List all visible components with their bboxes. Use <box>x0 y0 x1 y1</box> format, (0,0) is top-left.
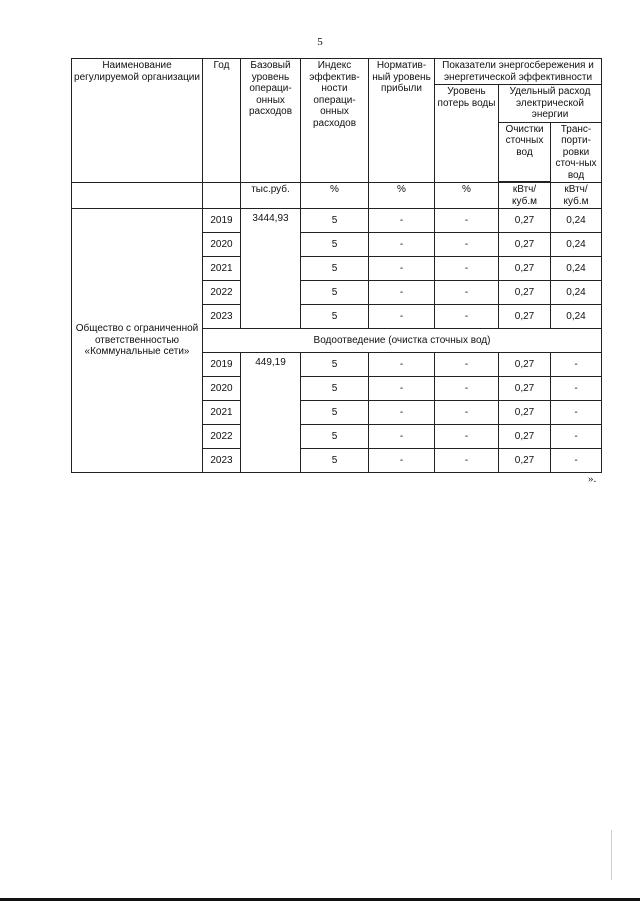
unit-org <box>72 183 203 209</box>
cell-index: 5 <box>301 209 369 233</box>
cell-year: 2019 <box>203 209 241 233</box>
unit-norm: % <box>369 183 435 209</box>
header-org: Наименование регулируемой организации <box>72 59 203 183</box>
table-row <box>72 209 602 233</box>
cell-loss: - <box>435 449 499 473</box>
cell-norm: - <box>369 377 435 401</box>
cell-cleaning: 0,27 <box>499 401 551 425</box>
cell-cleaning: 0,27 <box>499 425 551 449</box>
cell-year: 2022 <box>203 281 241 305</box>
cell-index: 5 <box>301 425 369 449</box>
cell-cleaning: 0,27 <box>499 449 551 473</box>
header-transport: Транс-порти-ровки сточ-ных вод <box>551 122 602 183</box>
cell-loss: - <box>435 233 499 257</box>
cell-loss: - <box>435 305 499 329</box>
scan-artifact-line <box>611 830 612 880</box>
unit-loss: % <box>435 183 499 209</box>
cell-base-group1: 3444,93 <box>241 209 301 329</box>
cell-transport: - <box>551 377 602 401</box>
cell-index: 5 <box>301 257 369 281</box>
cell-loss: - <box>435 257 499 281</box>
cell-loss: - <box>435 209 499 233</box>
cell-index: 5 <box>301 449 369 473</box>
cell-year: 2022 <box>203 425 241 449</box>
table-body <box>72 209 602 473</box>
cell-year: 2020 <box>203 233 241 257</box>
header-energy-group: Показатели энергосбережения и энергетической эффективности <box>435 59 602 85</box>
unit-transport: кВтч/ куб.м <box>551 183 602 209</box>
cell-loss: - <box>435 281 499 305</box>
cell-norm: - <box>369 209 435 233</box>
page-number: 5 <box>317 36 323 48</box>
cell-year: 2020 <box>203 377 241 401</box>
unit-base: тыс.руб. <box>241 183 301 209</box>
cell-norm: - <box>369 233 435 257</box>
cell-year: 2023 <box>203 305 241 329</box>
cell-year: 2021 <box>203 401 241 425</box>
cell-transport: - <box>551 449 602 473</box>
organization-name: Общество с ограниченной ответственностью «Коммунальные сети» <box>72 209 203 473</box>
cell-loss: - <box>435 377 499 401</box>
units-row <box>72 183 602 209</box>
cell-loss: - <box>435 401 499 425</box>
cell-index: 5 <box>301 377 369 401</box>
header-cleaning: Очистки сточных вод <box>499 122 551 181</box>
cell-base-group2: 449,19 <box>241 353 301 473</box>
cell-index: 5 <box>301 233 369 257</box>
unit-cleaning: кВтч/ куб.м <box>499 183 551 209</box>
cell-loss: - <box>435 425 499 449</box>
page-bottom-edge <box>0 898 640 901</box>
cell-year: 2019 <box>203 353 241 377</box>
cell-norm: - <box>369 281 435 305</box>
cell-transport: 0,24 <box>551 257 602 281</box>
cell-transport: 0,24 <box>551 305 602 329</box>
cell-index: 5 <box>301 281 369 305</box>
unit-year <box>203 183 241 209</box>
header-base: Базовый уровень операци-онных расходов <box>241 59 301 183</box>
cell-year: 2021 <box>203 257 241 281</box>
header-index: Индекс эффектив-ности операци-онных расходов <box>301 59 369 183</box>
tariff-indicators-table <box>71 58 602 473</box>
cell-norm: - <box>369 401 435 425</box>
table-header <box>72 59 602 209</box>
cell-cleaning: 0,27 <box>499 305 551 329</box>
cell-cleaning: 0,27 <box>499 353 551 377</box>
cell-cleaning: 0,27 <box>499 233 551 257</box>
cell-norm: - <box>369 425 435 449</box>
header-norm: Норматив-ный уровень прибыли <box>369 59 435 183</box>
cell-norm: - <box>369 257 435 281</box>
cell-norm: - <box>369 449 435 473</box>
cell-transport: 0,24 <box>551 209 602 233</box>
cell-cleaning: 0,27 <box>499 257 551 281</box>
cell-cleaning: 0,27 <box>499 209 551 233</box>
cell-transport: - <box>551 353 602 377</box>
cell-transport: 0,24 <box>551 281 602 305</box>
cell-transport: 0,24 <box>551 233 602 257</box>
header-year: Год <box>203 59 241 183</box>
header-loss: Уровень потерь воды <box>435 85 499 183</box>
section-title: Водоотведение (очистка сточных вод) <box>203 329 602 353</box>
cell-cleaning: 0,27 <box>499 377 551 401</box>
cell-transport: - <box>551 425 602 449</box>
closing-quote-mark: ». <box>588 473 597 485</box>
cell-loss: - <box>435 353 499 377</box>
cell-year: 2023 <box>203 449 241 473</box>
cell-index: 5 <box>301 305 369 329</box>
cell-transport: - <box>551 401 602 425</box>
header-specific: Удельный расход электрической энергии <box>499 85 602 123</box>
unit-index: % <box>301 183 369 209</box>
cell-cleaning: 0,27 <box>499 281 551 305</box>
cell-index: 5 <box>301 353 369 377</box>
cell-norm: - <box>369 353 435 377</box>
cell-norm: - <box>369 305 435 329</box>
cell-index: 5 <box>301 401 369 425</box>
